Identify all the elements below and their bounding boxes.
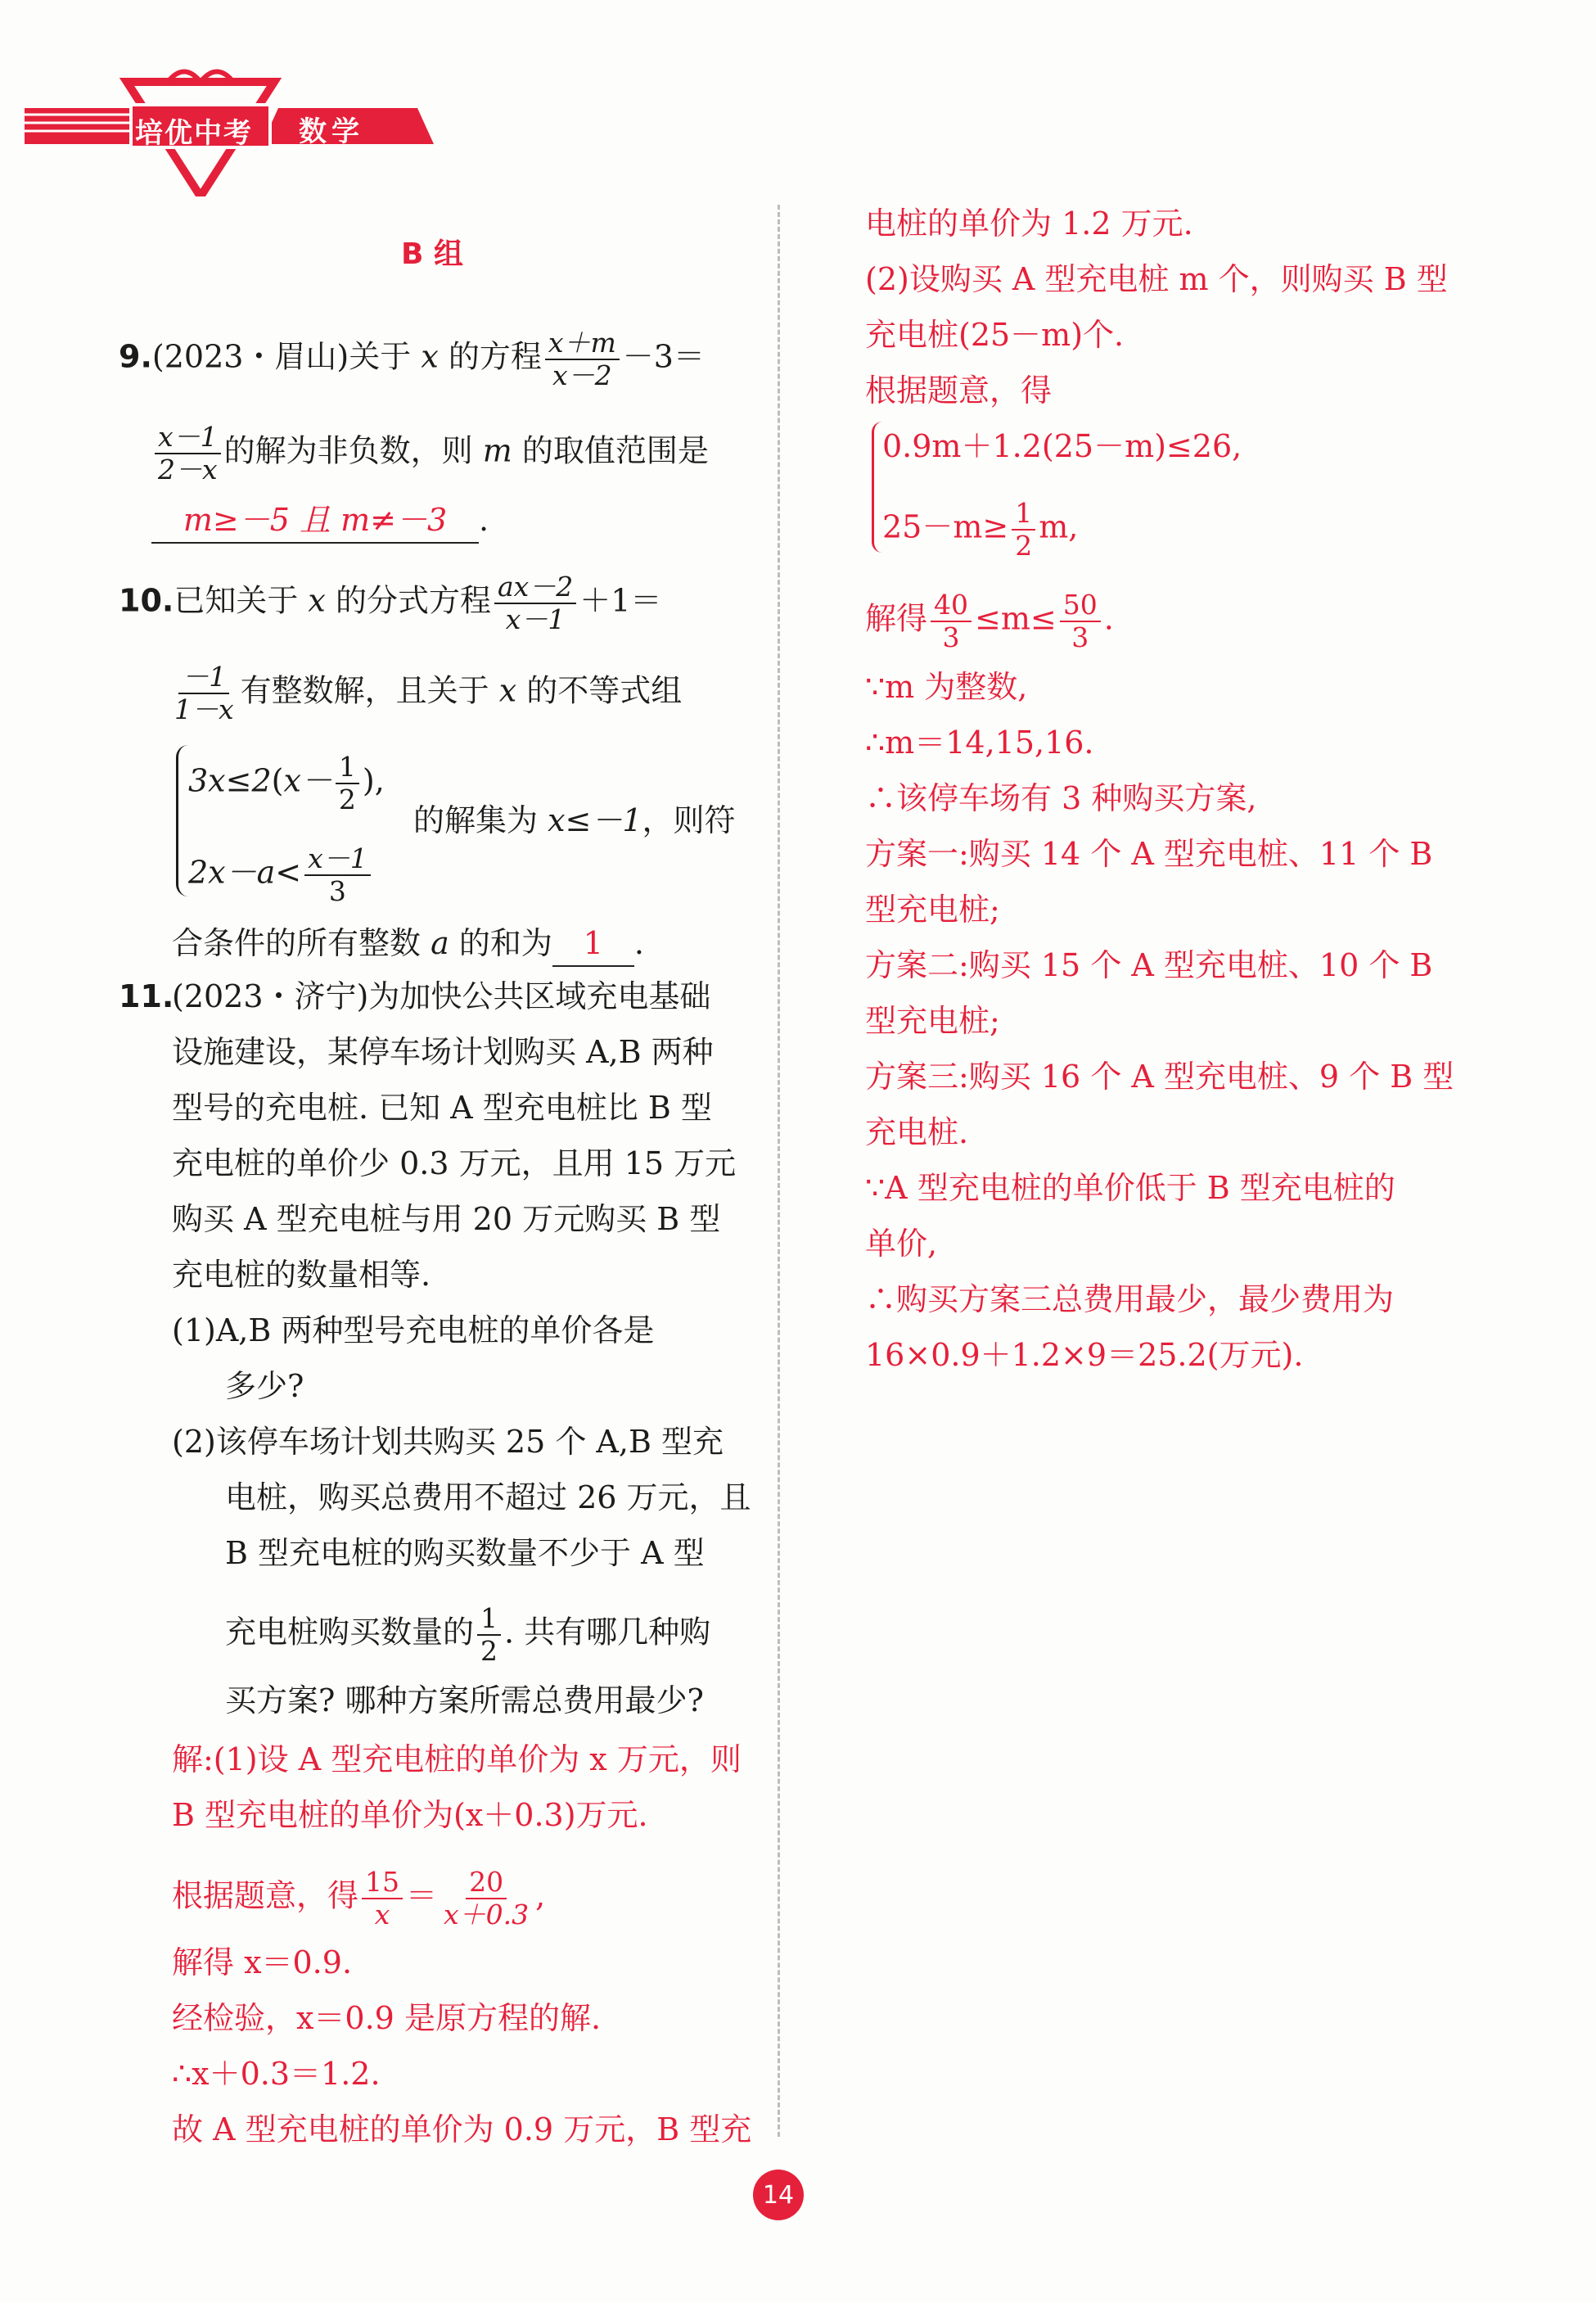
logo-text: 培优中考 bbox=[135, 117, 253, 150]
right-line-1: 电桩的单价为 1.2 万元. bbox=[865, 205, 1193, 242]
right-line-13: 方案三:购买 16 个 A 型充电桩、9 个 B 型 bbox=[865, 1059, 1454, 1095]
solution-line-7: 故 A 型充电桩的单价为 0.9 万元，B 型充 bbox=[172, 2111, 752, 2147]
right-line-14: 充电桩. bbox=[865, 1114, 969, 1150]
part-2-line-3: B 型充电桩的购买数量不少于 A 型 bbox=[225, 1535, 705, 1571]
right-line-2: (2)设购买 A 型充电桩 m 个，则购买 B 型 bbox=[865, 261, 1448, 297]
right-line-15: ∵A 型充电桩的单价低于 B 型充电桩的 bbox=[865, 1170, 1395, 1206]
right-system-brace bbox=[872, 422, 882, 553]
right-line-18: 16×0.9＋1.2×9＝25.2(万元). bbox=[865, 1337, 1304, 1373]
right-line-16: 单价, bbox=[865, 1226, 938, 1262]
inequality-1: 3x≤2(x－ $\frac{1}{2}$ ), bbox=[188, 751, 385, 815]
right-line-9: 方案一:购买 14 个 A 型充电桩、11 个 B bbox=[865, 836, 1433, 872]
question-10-line-2: $\frac{-1}{1-x}$ 有整数解，且关于 x 的不等式组 bbox=[168, 662, 682, 725]
question-11-line-6: 充电桩的数量相等. bbox=[172, 1257, 431, 1293]
question-9-answer: m≥－5 且 m≠－3 . bbox=[151, 498, 489, 544]
solution-line-2: B 型充电桩的单价为(x＋0.3)万元. bbox=[172, 1797, 648, 1833]
fraction: $\frac{-1}{1-x}$ bbox=[174, 661, 234, 725]
fraction: $\frac{x-1}{2-x}$ bbox=[155, 422, 221, 485]
right-line-11: 方案二:购买 15 个 A 型充电桩、10 个 B bbox=[865, 947, 1433, 983]
part-2-line-1: (2)该停车场计划共购买 25 个 A,B 型充 bbox=[172, 1424, 724, 1460]
page-number-badge bbox=[753, 2170, 804, 2220]
question-9-line-1: 9.(2023・眉山)关于 x 的方程 $\frac{x+m}{x-2}$ －3＝ bbox=[119, 327, 705, 391]
question-number: 10. bbox=[119, 582, 174, 619]
question-9-line-2: $\frac{x-1}{2-x}$ 的解为非负数，则 m 的取值范围是 bbox=[151, 422, 709, 485]
answer-blank: 1 bbox=[552, 921, 634, 967]
part-1-line-2: 多少? bbox=[225, 1368, 304, 1404]
subject-label: 数学 bbox=[299, 115, 364, 148]
right-line-7: ∴m＝14,15,16. bbox=[865, 725, 1094, 761]
question-10-line-3: 的解集为 x≤－1，则符 bbox=[413, 802, 736, 838]
question-number: 9. bbox=[119, 338, 152, 375]
solution-line-6: ∴x＋0.3＝1.2. bbox=[172, 2056, 381, 2092]
question-11-line-5: 购买 A 型充电桩与用 20 万元购买 B 型 bbox=[172, 1201, 721, 1237]
part-2-line-4: 充电桩购买数量的 $\frac{1}{2}$ . 共有哪几种购 bbox=[225, 1602, 711, 1667]
question-11-number: 11. bbox=[119, 978, 174, 1014]
question-10-line-4: 合条件的所有整数 a 的和为 1 . bbox=[172, 921, 644, 967]
right-line-10: 型充电桩; bbox=[865, 892, 1000, 928]
section-title: B 组 bbox=[401, 237, 463, 271]
question-10-line-1: 10.已知关于 x 的分式方程 $\frac{ax-2}{x-1}$ ＋1＝ bbox=[119, 571, 662, 635]
solution-line-1: 解:(1)设 A 型充电桩的单价为 x 万元，则 bbox=[172, 1741, 742, 1777]
part-2-line-2: 电桩，购买总费用不超过 26 万元，且 bbox=[225, 1479, 751, 1515]
right-line-12: 型充电桩; bbox=[865, 1003, 1000, 1039]
right-line-8: ∴该停车场有 3 种购买方案, bbox=[865, 780, 1257, 816]
question-11-line-4: 充电桩的单价少 0.3 万元，且用 15 万元 bbox=[172, 1145, 737, 1181]
solution-line-5: 经检验，x＝0.9 是原方程的解. bbox=[172, 2000, 602, 2036]
right-system-1: 0.9m＋1.2(25－m)≤26, bbox=[882, 428, 1242, 464]
question-11-line-2: 设施建设，某停车场计划购买 A,B 两种 bbox=[172, 1034, 714, 1070]
fraction: $\frac{ax-2}{x-1}$ bbox=[494, 571, 576, 635]
solution-line-4: 解得 x＝0.9. bbox=[172, 1944, 353, 1980]
right-line-5: 解得 $\frac{40}{3}$ ≤m≤ $\frac{50}{3}$ . bbox=[865, 589, 1114, 653]
right-line-17: ∴购买方案三总费用最少，最少费用为 bbox=[865, 1281, 1395, 1317]
column-divider bbox=[778, 205, 780, 2137]
part-2-line-5: 买方案? 哪种方案所需总费用最少? bbox=[225, 1682, 704, 1718]
inequality-system-brace bbox=[176, 745, 188, 896]
inequality-2: 2x－a< $\frac{x-1}{3}$ bbox=[188, 843, 374, 907]
fraction: $\frac{x+m}{x-2}$ bbox=[545, 327, 620, 391]
right-line-6: ∵m 为整数, bbox=[865, 669, 1028, 705]
right-line-3: 充电桩(25－m)个. bbox=[865, 317, 1125, 353]
page-number: 14 bbox=[762, 2180, 795, 2210]
question-11-line-1: (2023・济宁)为加快公共区域充电基础 bbox=[172, 978, 711, 1014]
solution-equation: 根据题意，得 $\frac{15}{x}$ ＝ $\frac{20}{x+0.3}$ , bbox=[172, 1866, 546, 1930]
question-11-line-3: 型号的充电桩. 已知 A 型充电桩比 B 型 bbox=[172, 1090, 712, 1126]
part-1-line-1: (1)A,B 两种型号充电桩的单价各是 bbox=[172, 1312, 655, 1348]
right-system-2: 25－m≥ $\frac{1}{2}$ m, bbox=[882, 497, 1079, 562]
answer-blank: m≥－5 且 m≠－3 bbox=[151, 498, 479, 544]
right-line-4: 根据题意，得 bbox=[865, 373, 1053, 409]
